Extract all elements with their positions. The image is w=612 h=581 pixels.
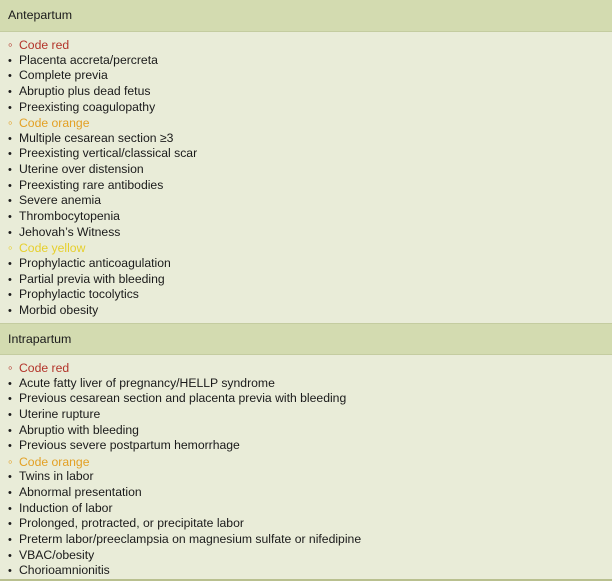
code-label: Code red xyxy=(19,38,70,52)
bullet-icon xyxy=(8,68,19,85)
antepartum-list xyxy=(0,32,612,323)
bullet-icon xyxy=(8,225,19,242)
list-item xyxy=(8,485,612,501)
bullet-icon xyxy=(8,485,19,502)
bullet-icon xyxy=(8,162,19,179)
list-item xyxy=(8,131,612,147)
open-circle-bullet-icon xyxy=(8,115,19,132)
list-item-label: Abruptio plus dead fetus xyxy=(19,83,151,98)
list-item xyxy=(8,68,612,84)
list-item-label: Morbid obesity xyxy=(19,302,99,317)
section-header-antepartum: Antepartum xyxy=(0,0,612,32)
list-item-label: VBAC/obesity xyxy=(19,547,95,562)
bullet-icon xyxy=(8,516,19,533)
intrapartum-list xyxy=(0,355,612,579)
list-item-label: Preterm labor/preeclampsia on magnesium sulfate or nifedipine xyxy=(19,532,362,547)
list-item xyxy=(8,469,612,485)
bullet-icon xyxy=(8,303,19,320)
list-item-label: Chorioamnionitis xyxy=(19,563,110,578)
bullet-icon xyxy=(8,376,19,393)
list-item-label: Previous cesarean section and placenta previa with bleeding xyxy=(19,391,347,406)
list-item-label: Abnormal presentation xyxy=(19,485,142,500)
bullet-icon xyxy=(8,423,19,440)
list-item-label: Prolonged, protracted, or precipitate labor xyxy=(19,516,244,531)
bullet-icon xyxy=(8,178,19,195)
list-item-label: Twins in labor xyxy=(19,469,94,484)
list-item-label: Abruptio with bleeding xyxy=(19,422,139,437)
list-item-label: Severe anemia xyxy=(19,193,101,208)
bullet-icon xyxy=(8,146,19,163)
open-circle-bullet-icon xyxy=(8,454,19,471)
code-label: Code orange xyxy=(19,454,90,469)
list-item-label: Partial previa with bleeding xyxy=(19,271,165,286)
list-item xyxy=(8,287,612,303)
list-item-label: Prophylactic anticoagulation xyxy=(19,255,171,270)
list-item xyxy=(8,391,612,407)
list-item xyxy=(8,209,612,225)
list-item xyxy=(8,548,612,564)
bullet-icon xyxy=(8,548,19,565)
list-item xyxy=(8,532,612,548)
list-item xyxy=(8,53,612,69)
list-item xyxy=(8,84,612,100)
list-item-label: Induction of labor xyxy=(19,500,113,515)
bullet-icon xyxy=(8,501,19,518)
list-item-label: Acute fatty liver of pregnancy/HELLP syndrome xyxy=(19,375,275,390)
bullet-icon xyxy=(8,131,19,148)
list-item xyxy=(8,501,612,517)
code-label: Code yellow xyxy=(19,241,86,256)
bullet-icon xyxy=(8,407,19,424)
list-item xyxy=(8,563,612,579)
code-label: Code red xyxy=(19,361,70,375)
bullet-icon xyxy=(8,193,19,210)
code-level-heading xyxy=(8,37,612,53)
bullet-icon xyxy=(8,256,19,273)
list-item-label: Jehovah’s Witness xyxy=(19,224,121,239)
open-circle-bullet-icon xyxy=(8,360,19,377)
list-item-label: Uterine over distension xyxy=(19,162,144,177)
open-circle-bullet-icon xyxy=(8,37,19,54)
bullet-icon xyxy=(8,563,19,580)
list-item xyxy=(8,178,612,194)
bullet-icon xyxy=(8,391,19,408)
list-item xyxy=(8,272,612,288)
list-item xyxy=(8,516,612,532)
bullet-icon xyxy=(8,100,19,117)
list-item xyxy=(8,423,612,439)
bullet-icon xyxy=(8,287,19,304)
bullet-icon xyxy=(8,438,19,455)
bullet-icon xyxy=(8,469,19,486)
list-item xyxy=(8,303,612,319)
list-item-label: Complete previa xyxy=(19,68,108,83)
code-label: Code orange xyxy=(19,116,90,131)
list-item-label: Previous severe postpartum hemorrhage xyxy=(19,438,240,453)
open-circle-bullet-icon xyxy=(8,240,19,257)
bullet-icon xyxy=(8,209,19,226)
bullet-icon xyxy=(8,53,19,70)
code-level-heading xyxy=(8,115,612,131)
list-item-label: Preexisting rare antibodies xyxy=(19,177,164,192)
list-item-label: Uterine rupture xyxy=(19,406,101,421)
list-item xyxy=(8,193,612,209)
list-item xyxy=(8,100,612,116)
code-level-heading xyxy=(8,360,612,376)
list-item xyxy=(8,146,612,162)
list-item xyxy=(8,225,612,241)
section-header-intrapartum: Intrapartum xyxy=(0,323,612,355)
bullet-icon xyxy=(8,272,19,289)
list-item-label: Preexisting coagulopathy xyxy=(19,99,156,114)
list-item-label: Preexisting vertical/classical scar xyxy=(19,146,198,161)
bullet-icon xyxy=(8,84,19,101)
list-item xyxy=(8,162,612,178)
list-item-label: Placenta accreta/percreta xyxy=(19,52,158,67)
list-item-label: Thrombocytopenia xyxy=(19,209,120,224)
list-item xyxy=(8,256,612,272)
list-item xyxy=(8,376,612,392)
list-item-label: Multiple cesarean section ≥3 xyxy=(19,130,174,145)
list-item xyxy=(8,407,612,423)
list-item xyxy=(8,438,612,454)
code-level-heading xyxy=(8,240,612,256)
list-item-label: Prophylactic tocolytics xyxy=(19,287,139,302)
code-level-heading xyxy=(8,454,612,470)
bullet-icon xyxy=(8,532,19,549)
